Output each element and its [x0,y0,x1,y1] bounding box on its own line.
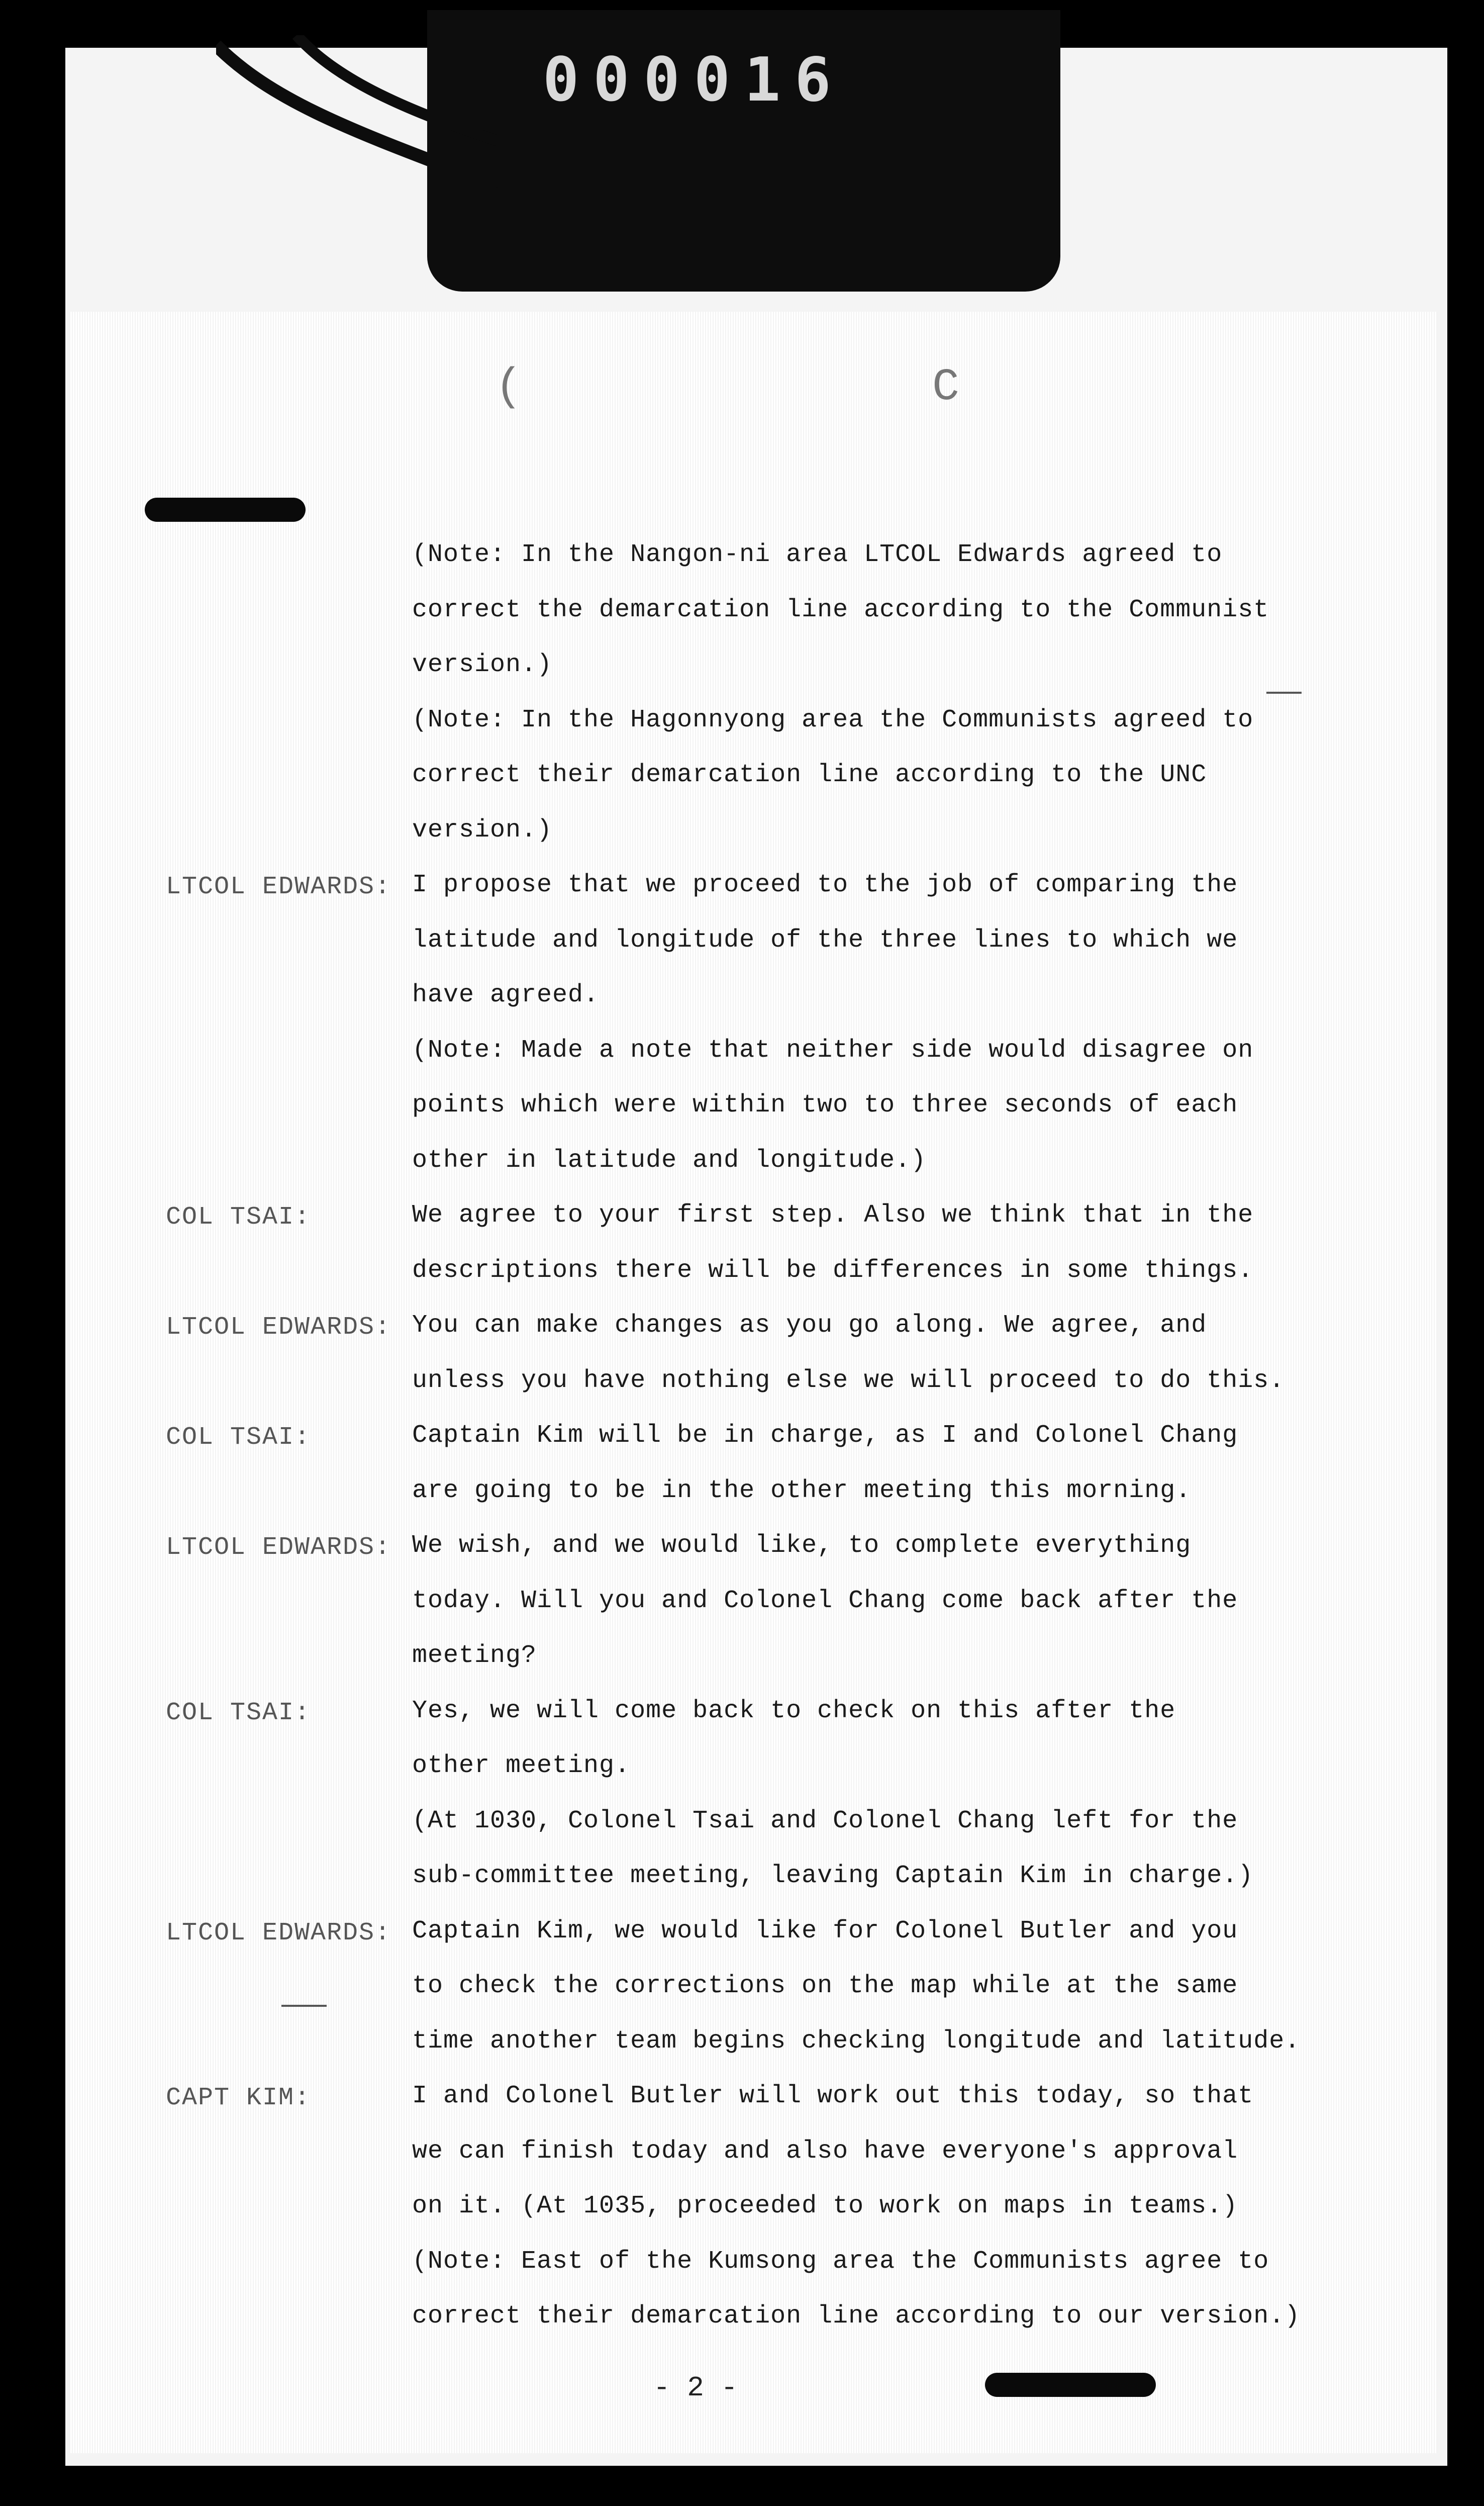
punch-mark-left: ( [495,362,523,413]
redaction-bar-top [145,498,306,522]
speaker-label: CAPT KIM: [166,2084,311,2112]
margin-dash [1266,692,1302,694]
note-line: (At 1030, Colonel Tsai and Colonel Chang left for the [412,1806,1238,1835]
punch-mark-right: C [932,362,960,413]
speaker-label: COL TSAI: [166,1698,311,1727]
note-line: (Note: East of the Kumsong area the Communists agree to [412,2247,1269,2276]
dialogue-line: meeting? [412,1641,537,1670]
speaker-label: LTCOL EDWARDS: [166,1533,391,1562]
note-line: (Note: In the Hagonnyong area the Communists agreed to [412,705,1254,734]
note-line: (Note: In the Nangon-ni area LTCOL Edwards agreed to [412,540,1223,569]
dialogue-line: Captain Kim will be in charge, as I and Colonel Chang [412,1421,1238,1450]
dialogue-line: we can finish today and also have everyone's approval [412,2137,1238,2166]
speaker-label: LTCOL EDWARDS: [166,1918,391,1947]
dialogue-line: Captain Kim, we would like for Colonel Butler and you [412,1916,1238,1945]
note-line: sub-committee meeting, leaving Captain Kim in charge.) [412,1862,1254,1890]
dialogue-line: Yes, we will come back to check on this after the [412,1696,1176,1725]
speaker-label: COL TSAI: [166,1203,311,1232]
dialogue-line: time another team begins checking longitude and latitude. [412,2026,1301,2056]
margin-dash [281,2005,327,2007]
dialogue-line: to check the corrections on the map while at the same [412,1972,1238,2000]
note-line: (Note: Made a note that neither side would disagree on [412,1036,1254,1065]
frame-counter-digits: 000016 [543,45,845,115]
redaction-bar-bottom [985,2373,1156,2397]
counter-cable [216,35,498,201]
speaker-label: COL TSAI: [166,1423,311,1452]
dialogue-line: descriptions there will be differences in some things. [412,1256,1254,1285]
note-line: correct the demarcation line according to the Communist [412,595,1269,624]
dialogue-line: unless you have nothing else we will proceed to do this. [412,1366,1285,1395]
note-line: points which were within two to three seconds of each [412,1091,1238,1120]
dialogue-line: latitude and longitude of the three lines to which we [412,925,1238,955]
dialogue-line: I and Colonel Butler will work out this today, so that [412,2082,1254,2110]
dialogue-line: We agree to your first step. Also we think that in the [412,1201,1254,1230]
dialogue-line: We wish, and we would like, to complete everything [412,1531,1192,1560]
speaker-label: LTCOL EDWARDS: [166,873,391,901]
dialogue-line: on it. (At 1035, proceeded to work on maps in teams.) [412,2192,1238,2220]
note-line: correct their demarcation line according to the UNC [412,761,1207,789]
page-number: - 2 - [653,2372,738,2404]
note-line: correct their demarcation line according to our version.) [412,2302,1301,2331]
dialogue-line: other meeting. [412,1751,631,1780]
dialogue-line: I propose that we proceed to the job of comparing the [412,871,1238,899]
note-line: other in latitude and longitude.) [412,1146,927,1175]
dialogue-line: You can make changes as you go along. We agree, and [412,1311,1207,1340]
dialogue-line: today. Will you and Colonel Chang come back after the [412,1586,1238,1615]
dialogue-line: are going to be in the other meeting this morning. [412,1476,1192,1505]
note-line: version.) [412,651,553,679]
dialogue-line: have agreed. [412,981,600,1009]
speaker-label: LTCOL EDWARDS: [166,1313,391,1342]
note-line: version.) [412,815,553,845]
frame-counter-device [427,10,1060,292]
